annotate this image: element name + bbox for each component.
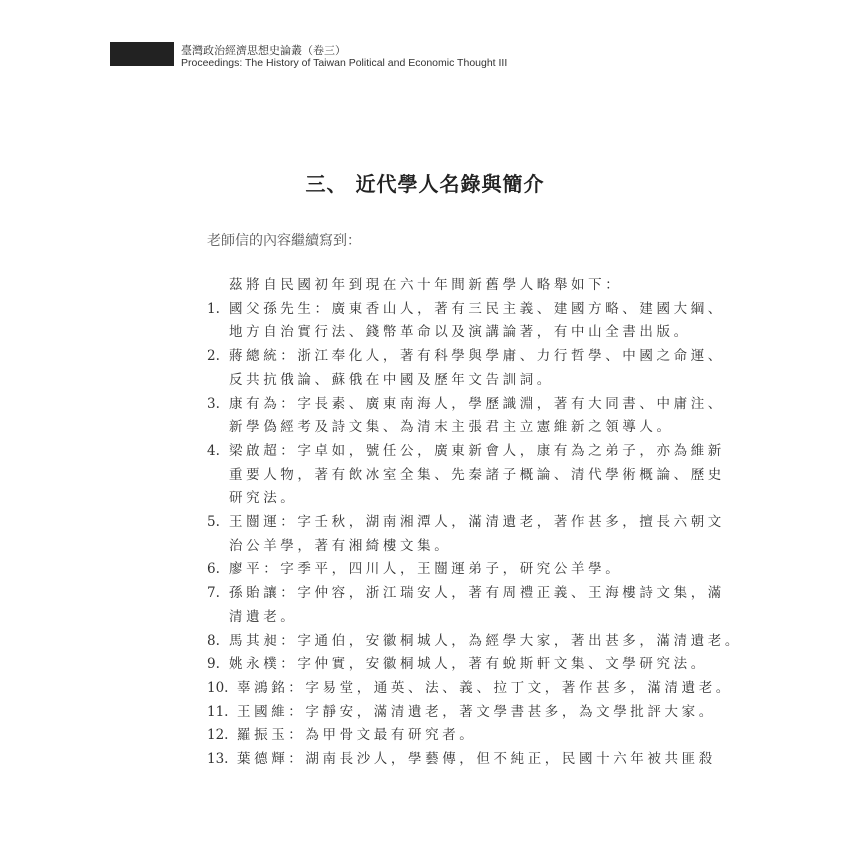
list-item	[207, 582, 725, 629]
item-line: 王闓運：字壬秋，湖南湘潭人，滿清遺老，著作甚多，擅長六朝文	[229, 514, 725, 531]
item-number: 13.	[207, 751, 229, 768]
list-item	[207, 511, 725, 558]
list-item	[207, 677, 733, 701]
body-text	[207, 274, 742, 772]
list-item	[207, 558, 657, 582]
scholar-list	[207, 298, 742, 772]
list-item	[207, 298, 725, 345]
item-number: 9.	[207, 656, 220, 673]
running-header-chinese: 臺灣政治經濟思想史論叢（卷三）	[181, 44, 346, 57]
running-header-english: Proceedings: The History of Taiwan Political and Economic Thought III	[181, 57, 508, 69]
item-line: 孫貽讓：字仲容，浙江瑞安人，著有周禮正義、王海樓詩文集，滿	[229, 585, 725, 602]
item-line: 新學偽經考及詩文集、為清末主張君主立憲維新之領導人。	[229, 419, 674, 436]
item-line: 廖平：字季平，四川人，王闓運弟子，研究公羊學。	[229, 561, 623, 578]
item-number: 8.	[207, 632, 220, 649]
item-line: 重要人物，著有飲冰室全集、先秦諸子概論、清代學術概論、歷史	[229, 466, 725, 483]
list-item	[207, 748, 716, 772]
list-item	[207, 653, 708, 677]
list-item	[207, 630, 742, 654]
item-line: 蔣總統：浙江奉化人，著有科學與學庸、力行哲學、中國之命運、	[229, 348, 725, 365]
item-number: 11.	[207, 703, 229, 720]
list-item	[207, 345, 725, 392]
item-number: 7.	[207, 585, 220, 602]
list-item	[207, 724, 657, 748]
item-number: 10.	[207, 679, 229, 696]
item-line: 康有為：字長素、廣東南海人，學歷識淵，著有大同書、中庸注、	[229, 395, 725, 412]
item-line: 馬其昶：字通伯，安徽桐城人，為經學大家，著出甚多，滿清遺老。	[229, 632, 742, 649]
item-number: 5.	[207, 514, 220, 531]
item-line: 辜鴻銘：字易堂，通英、法、義、拉丁文，著作甚多，滿清遺老。	[237, 679, 733, 696]
item-number: 4.	[207, 442, 220, 459]
item-number: 3.	[207, 395, 220, 412]
item-line: 王國維：字靜安，滿清遺老，著文學書甚多，為文學批評大家。	[237, 703, 716, 720]
item-line: 研究法。	[229, 490, 298, 507]
item-line: 姚永樸：字仲實，安徽桐城人，著有蛻斯軒文集、文學研究法。	[229, 656, 708, 673]
item-number: 1.	[207, 300, 220, 317]
item-number: 6.	[207, 561, 220, 578]
section-title: 三、 近代學人名錄與簡介	[305, 172, 545, 196]
item-number: 2.	[207, 348, 220, 365]
item-line: 葉德輝：湖南長沙人，學藝傳，但不純正，民國十六年被共匪殺	[237, 751, 716, 768]
lead-paragraph: 茲將自民國初年到現在六十年間新舊學人略舉如下：	[229, 277, 623, 293]
item-line: 梁啟超：字卓如，號任公，廣東新會人，康有為之弟子，亦為維新	[229, 442, 725, 459]
list-item	[207, 701, 716, 725]
item-line: 羅振玉：為甲骨文最有研究者。	[237, 727, 477, 744]
list-item	[207, 440, 725, 511]
item-line: 國父孫先生：廣東香山人，著有三民主義、建國方略、建國大綱、	[229, 300, 725, 317]
list-item	[207, 393, 725, 440]
header-black-bar	[110, 42, 174, 66]
item-number: 12.	[207, 727, 229, 744]
intro-text: 老師信的內容繼續寫到：	[207, 233, 361, 249]
item-line: 地方自治實行法、錢幣革命以及演講論著，有中山全書出版。	[229, 324, 691, 341]
item-line: 反共抗俄論、蘇俄在中國及歷年文告訓詞。	[229, 371, 554, 388]
item-line: 治公羊學，著有湘綺樓文集。	[229, 537, 452, 554]
item-line: 清遺老。	[229, 608, 298, 625]
